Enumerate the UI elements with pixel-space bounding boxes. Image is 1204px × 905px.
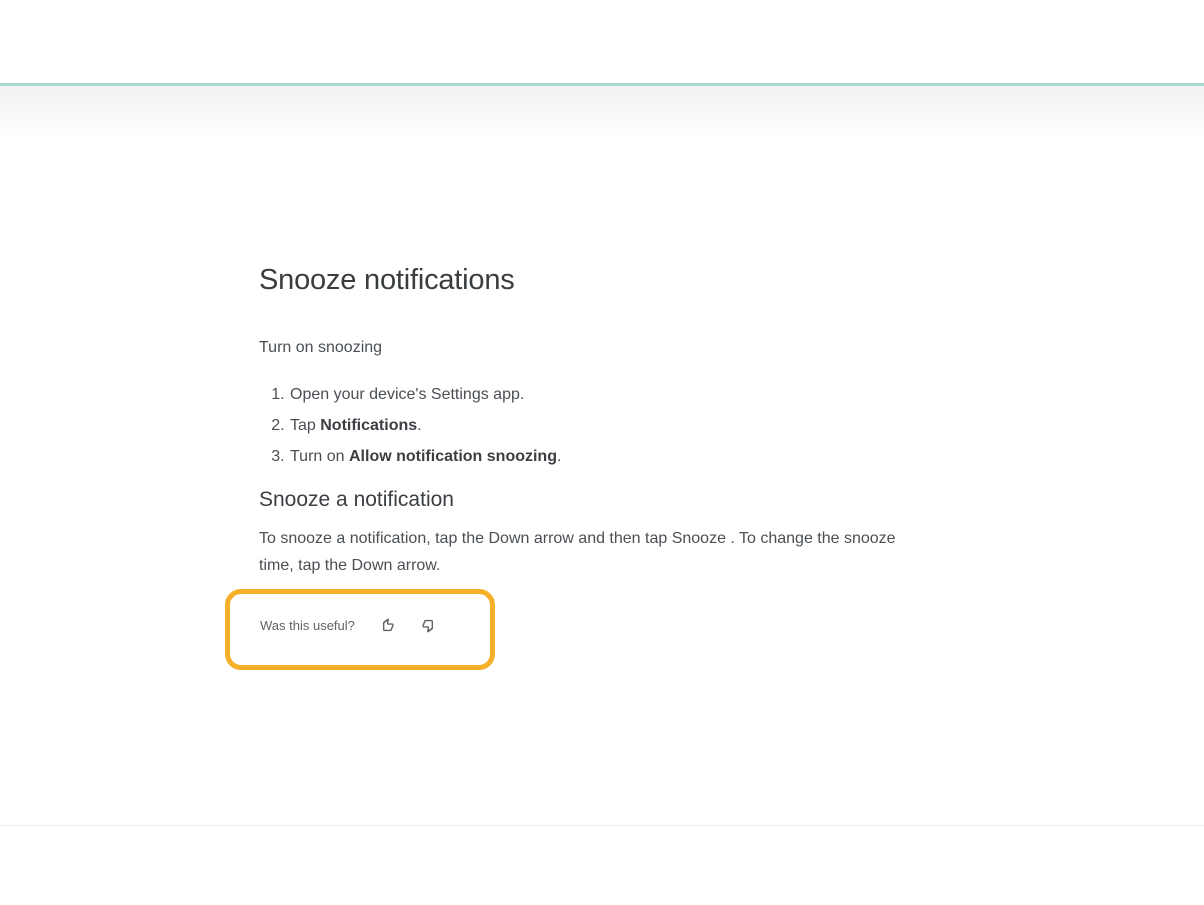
list-item [289, 410, 921, 441]
steps-list [259, 379, 921, 472]
thumb-up-button[interactable] [378, 616, 396, 634]
step-text: . [556, 448, 562, 465]
feedback-widget [230, 594, 490, 634]
step-bold-text: Notifications [320, 417, 418, 434]
section-heading: Snooze a notification [259, 488, 454, 511]
page-title: Snooze notifications [259, 264, 515, 296]
step-text: . [417, 417, 422, 434]
step-text: Turn on [290, 448, 349, 465]
thumb-up-icon [378, 617, 395, 634]
step-text: Tap [290, 417, 321, 434]
list-item [289, 441, 921, 472]
feedback-question: Was this useful? [260, 617, 355, 633]
body-paragraph: To snooze a notification, tap the Down arrow and then tap Snooze . To change the snooze time, tap the Down arrow. [259, 530, 896, 574]
feedback-highlight-box [225, 589, 495, 670]
list-item [289, 379, 921, 410]
footer-divider [0, 825, 1204, 826]
intro-text: Turn on snoozing [259, 339, 383, 356]
thumb-down-icon [421, 617, 438, 634]
thumb-down-button[interactable] [421, 616, 439, 634]
article-content [259, 86, 921, 633]
step-text: Open your device's Settings app. [290, 386, 525, 403]
step-bold-text: Allow notification snoozing [349, 448, 557, 465]
